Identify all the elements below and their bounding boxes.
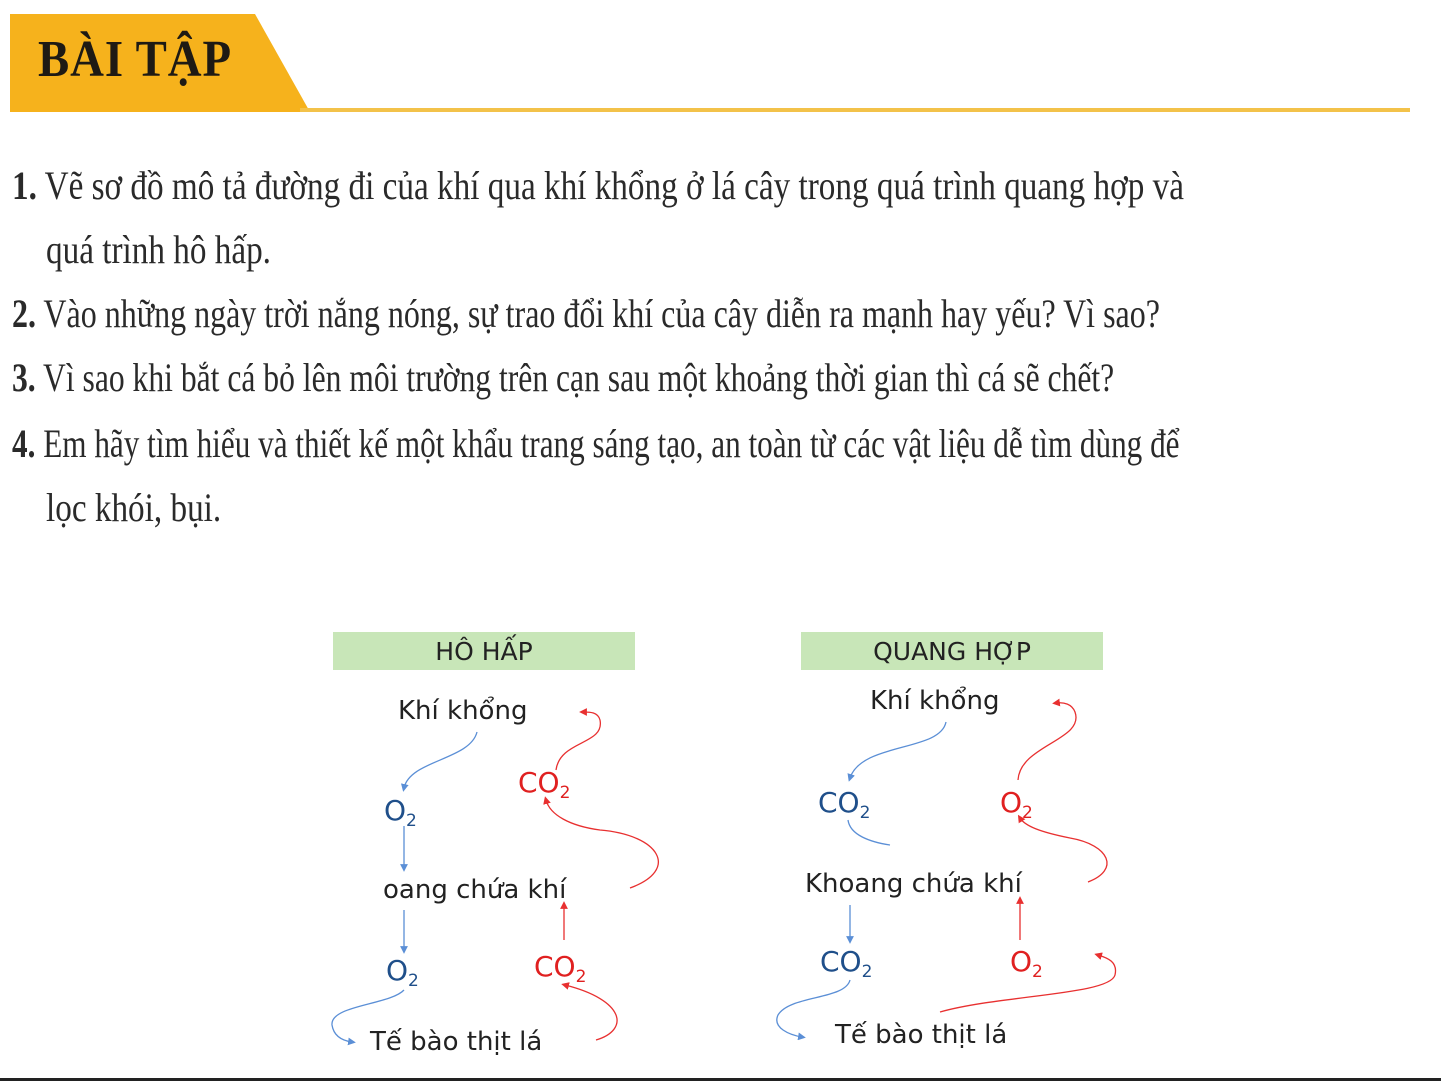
photosynthesis-heading: QUANG HỢP [801,632,1103,670]
resp-co2-lower: $CO_2$ [534,950,587,987]
resp-o2-in-arrow-1 [404,732,477,788]
respiration-heading: HÔ HẤP [333,632,635,670]
resp-co2-out-arrow-4 [556,712,600,770]
question-4-continuation: lọc khói, bụi. [46,485,222,530]
question-number: 3. [12,355,36,400]
resp-o2-lower: $O_2$ [386,954,419,991]
photo-o2-out-arrow-3 [1020,818,1107,882]
question-number: 4. [12,421,36,466]
photo-o2-out-arrow-4 [1018,703,1076,780]
photo-chamber-label: Khoang chứa khí [805,869,1022,899]
question-number: 2. [12,291,36,336]
photo-o2-lower: $O_2$ [1010,945,1043,982]
photo-co2-in-arrow-1 [850,722,946,778]
question-1-continuation: quá trình hô hấp. [46,227,271,272]
photo-stomata-label: Khí khổng [870,686,1000,716]
resp-cell-label: Tế bào thịt lá [370,1027,543,1057]
question-text: Em hãy tìm hiểu và thiết kế một khẩu trang sáng tạo, an toàn từ các vật liệu dễ tìm dùng để [43,421,1180,466]
question-text: Vào những ngày trời nắng nóng, sự trao đổi khí của cây diễn ra mạnh hay yếu? Vì sao? [43,291,1160,336]
question-text: Vì sao khi bắt cá bỏ lên môi trường trên cạn sau một khoảng thời gian thì cá sẽ chết? [43,355,1115,400]
photo-cell-label: Tế bào thịt lá [835,1020,1008,1050]
photo-co2-in-arrow-2 [848,820,890,845]
resp-chamber-label: oang chứa khí [383,875,567,905]
section-title: BÀI TẬP [38,31,232,88]
resp-co2-out-arrow-1 [565,985,617,1040]
photo-o2-upper: $O_2$ [1000,786,1033,823]
question-text: Vẽ sơ đồ mô tả đường đi của khí qua khí khổng ở lá cây trong quá trình quang hợp và [44,163,1184,208]
resp-o2-upper: $O_2$ [384,794,417,831]
resp-stomata-label: Khí khổng [398,696,528,726]
resp-co2-upper: $CO_2$ [518,766,571,803]
photo-co2-lower: $CO_2$ [820,945,873,982]
photo-co2-upper: $CO_2$ [818,786,871,823]
question-number: 1. [12,163,37,208]
